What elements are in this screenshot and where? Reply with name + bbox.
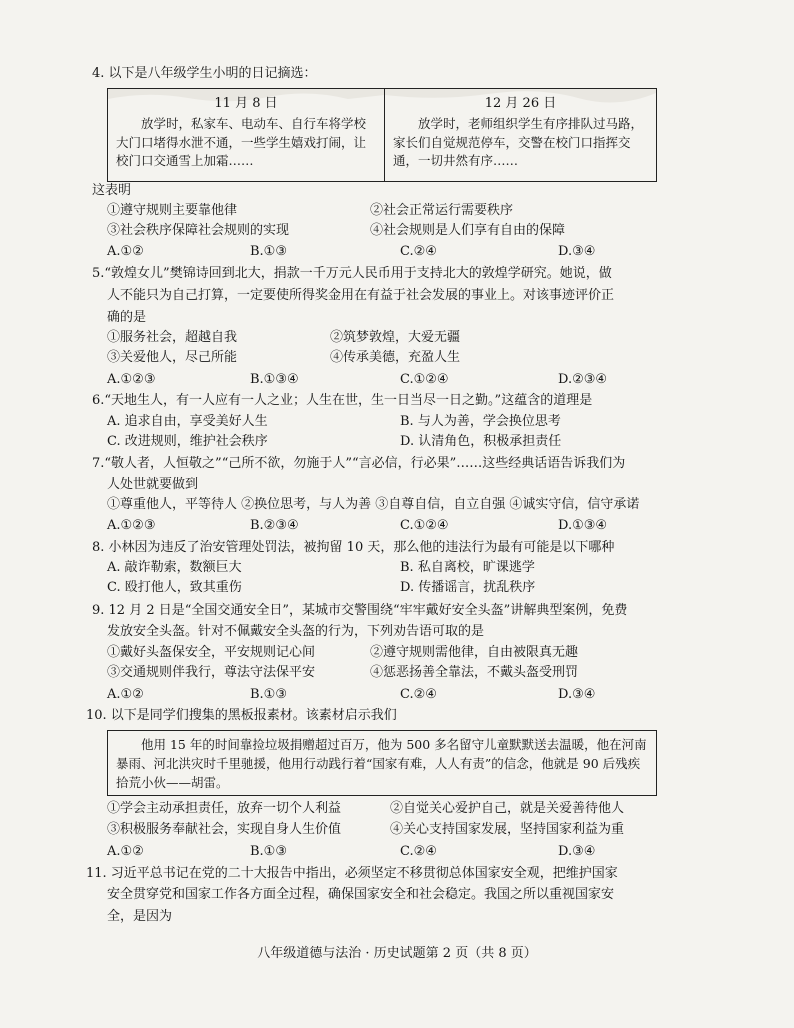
q5-item: ③关爱他人，尽己所能 — [107, 350, 238, 365]
q5-item: ②筑梦敦煌，大爱无疆 — [330, 330, 461, 345]
q9-item: ③交通规则伴我行，尊法守法保平安 — [107, 665, 316, 680]
q4-choice: A.①② — [107, 244, 144, 259]
q5-line: 确的是 — [107, 310, 147, 325]
q5-choice: B.①③④ — [250, 372, 299, 387]
q5-line: 人不能只为自己打算，一定要使所得奖金用在有益于社会发展的事业上。对该事迹评价正 — [107, 288, 615, 303]
q4-item: ②社会正常运行需要秩序 — [370, 203, 514, 218]
q4-after: 这表明 — [92, 183, 132, 198]
q6-option: C. 改进规则，维护社会秩序 — [107, 434, 268, 449]
q4-stem: 4. 以下是八年级学生小明的日记摘选： — [92, 66, 317, 81]
q6-option: B. 与人为善，学会换位思考 — [400, 414, 561, 429]
q9-choice: A.①② — [107, 687, 144, 702]
diary-text: 放学时，老师组织学生有序排队过马路，家长们自觉规范停车，交警在校门口指挥交通，一切井然有序…… — [393, 116, 644, 168]
q7-choice: B.②③④ — [250, 518, 299, 533]
q9-item: ④惩恶扬善全靠法，不戴头盔受刑罚 — [370, 665, 579, 680]
q10-item: ④关心支持国家发展，坚持国家利益为重 — [390, 822, 625, 837]
q11-line: 11. 习近平总书记在党的二十大报告中指出，必须坚定不移贯彻总体国家安全观，把维护国家 — [86, 866, 618, 881]
q6-option: A. 追求自由，享受美好人生 — [107, 414, 268, 429]
q9-line: 发放安全头盔。针对不佩戴安全头盔的行为，下列劝告语可取的是 — [107, 624, 485, 639]
q8-option: A. 敲诈勒索，数额巨大 — [107, 560, 242, 575]
q4-item: ④社会规则是人们享有自由的保障 — [370, 223, 566, 238]
q9-choice: C.②④ — [400, 687, 437, 702]
diary-entry-right — [385, 89, 656, 181]
q9-choice: D.③④ — [558, 687, 596, 702]
q5-choice: D.②③④ — [558, 372, 608, 387]
q5-choice: A.①②③ — [107, 372, 156, 387]
q9-item: ②遵守规则需他律，自由被限真无趣 — [370, 645, 579, 660]
q8-option: D. 传播谣言，扰乱秩序 — [400, 580, 536, 595]
q10-item: ③积极服务奉献社会，实现自身人生价值 — [107, 822, 342, 837]
page-footer: 八年级道德与法治 · 历史试题第 2 页（共 8 页） — [257, 946, 537, 961]
q5-line: 5.“敦煌女儿”樊锦诗回到北大，捐款一千万元人民币用于支持北大的敦煌学研究。她说，做 — [92, 266, 612, 281]
q6-stem: 6.“天地生人，有一人应有一人之业；人生在世，生一日当尽一日之勤。”这蕴含的道理是 — [92, 393, 593, 408]
q7-line: 7.“敬人者，人恒敬之”“己所不欲，勿施于人”“言必信，行必果”……这些经典话语告诉我们为 — [92, 456, 626, 471]
q4-choice: B.①③ — [250, 244, 287, 259]
q10-choice: C.②④ — [400, 844, 437, 859]
q4-item: ③社会秩序保障社会规则的实现 — [107, 223, 290, 238]
diary-entry-left — [108, 89, 385, 181]
q7-choice: A.①②③ — [107, 518, 156, 533]
q8-stem: 8. 小林因为违反了治安管理处罚法，被拘留 10 天，那么他的违法行为最有可能是以下哪种 — [92, 540, 615, 555]
diary-date: 12 月 26 日 — [484, 96, 557, 111]
q11-line: 全，是因为 — [107, 909, 173, 924]
q9-choice: B.①③ — [250, 687, 287, 702]
q10-item: ①学会主动承担责任，放弃一切个人利益 — [107, 801, 342, 816]
q7-items: ①尊重他人，平等待人 ②换位思考，与人为善 ③自尊自信，自立自强 ④诚实守信，信守承诺 — [107, 497, 640, 512]
q6-option: D. 认清角色，积极承担责任 — [400, 434, 562, 449]
q10-material-box — [107, 730, 657, 796]
q5-item: ④传承美德，充盈人生 — [330, 350, 461, 365]
q4-choice: C.②④ — [400, 244, 437, 259]
q7-choice: C.①②④ — [400, 518, 449, 533]
diary-date: 11 月 8 日 — [214, 96, 278, 111]
q10-choice: B.①③ — [250, 844, 287, 859]
diary-text: 放学时，私家车、电动车、自行车将学校大门口堵得水泄不通，一些学生嬉戏打闹，让校门口交通雪上加霜…… — [116, 116, 367, 168]
q4-choice: D.③④ — [558, 244, 596, 259]
q10-choice: A.①② — [107, 844, 144, 859]
q7-choice: D.①③④ — [558, 518, 608, 533]
q4-diary-box — [107, 88, 657, 182]
q4-item: ①遵守规则主要靠他律 — [107, 203, 238, 218]
q8-option: C. 殴打他人，致其重伤 — [107, 580, 242, 595]
q8-option: B. 私自离校，旷课逃学 — [400, 560, 535, 575]
q10-material-text: 他用 15 年的时间靠捡垃圾捐赠超过百万，他为 500 多名留守儿童默默送去温暖，他在河南暴雨、河北洪灾时千里驰援，他用行动践行着“国家有难，人人有责”的信念，他就是 90 后残疾拾荒小伙——胡雷。 — [116, 737, 647, 790]
q5-item: ①服务社会，超越自我 — [107, 330, 238, 345]
q10-item: ②自觉关心爱护自己，就是关爱善待他人 — [390, 801, 625, 816]
q9-item: ①戴好头盔保安全，平安规则记心间 — [107, 645, 316, 660]
q11-line: 安全贯穿党和国家工作各方面全过程，确保国家安全和社会稳定。我国之所以重视国家安 — [107, 887, 615, 902]
q10-choice: D.③④ — [558, 844, 596, 859]
q10-stem: 10. 以下是同学们搜集的黑板报素材。该素材启示我们 — [86, 708, 397, 723]
q5-choice: C.①②④ — [400, 372, 449, 387]
q9-line: 9. 12 月 2 日是“全国交通安全日”，某城市交警围绕“牢牢戴好安全头盔”讲解典型案例，免费 — [92, 603, 628, 618]
q7-line: 人处世就要做到 — [107, 477, 199, 492]
